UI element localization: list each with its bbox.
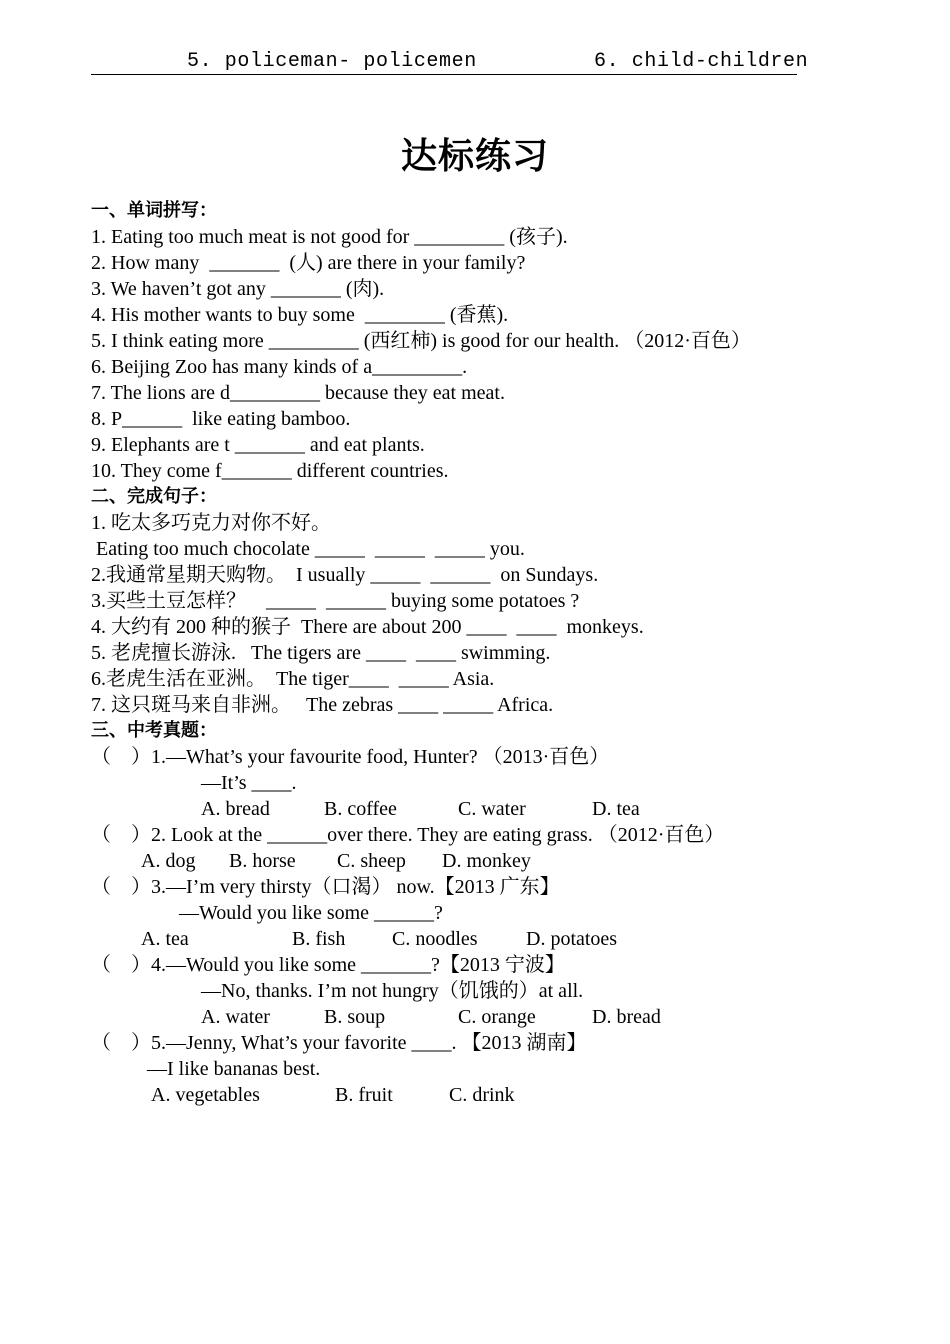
exam-options (91, 848, 931, 874)
spelling-item: 9. Elephants are t _______ and eat plants. (91, 434, 425, 456)
section-heading-exam: 三、中考真题： (91, 720, 217, 741)
option: A. tea (141, 928, 189, 950)
exam-options (91, 926, 931, 952)
spelling-item: 6. Beijing Zoo has many kinds of a_________. (91, 356, 468, 378)
header-item-5: 5. policeman- policemen (187, 50, 477, 73)
option: C. orange (458, 1006, 536, 1028)
header-item-6: 6. child-children (594, 50, 809, 73)
exam-options (91, 1082, 931, 1108)
spelling-item: 1. Eating too much meat is not good for _________ (孩子). (91, 226, 568, 248)
exam-question-stem: （ ）5.—Jenny, What’s your favorite ____. 【2013 湖南】 (91, 1032, 587, 1054)
header-word-list (91, 48, 809, 75)
exam-options (91, 1004, 931, 1030)
sentence-line: 1. 吃太多巧克力对你不好。 (91, 512, 331, 534)
sentence-line: 4. 大约有 200 种的猴子 There are about 200 ____ ____ monkeys. (91, 616, 644, 638)
option: B. fruit (335, 1084, 393, 1106)
option: D. potatoes (526, 928, 618, 950)
option: A. vegetables (151, 1084, 260, 1106)
option: B. soup (324, 1006, 386, 1028)
option: C. noodles (392, 928, 478, 950)
sentence-line: 5. 老虎擅长游泳. The tigers are ____ ____ swimming. (91, 642, 551, 664)
section-heading-sentences: 二、完成句子： (91, 486, 217, 507)
spelling-item: 2. How many _______ (人) are there in your family? (91, 252, 526, 274)
option: A. dog (141, 850, 196, 872)
option: B. fish (292, 928, 346, 950)
exam-question-stem: （ ）3.—I’m very thirsty（口渴） now.【2013 广东】 (91, 876, 560, 898)
sentence-line: 3.买些土豆怎样？ _____ ______ buying some potatoes ? (91, 590, 580, 612)
spelling-item: 8. P______ like eating bamboo. (91, 408, 351, 430)
exam-question-reply: —I like bananas best. (147, 1058, 321, 1080)
option: D. tea (592, 798, 640, 820)
option: C. water (458, 798, 526, 820)
sentence-line: 7. 这只斑马来自非洲。 The zebras ____ _____ Africa. (91, 694, 554, 716)
option: D. bread (592, 1006, 661, 1028)
exercise-content (91, 198, 931, 1108)
exam-question-reply: —It’s ____. (201, 772, 297, 794)
option: B. coffee (324, 798, 397, 820)
section-heading-spelling: 一、单词拼写： (91, 200, 217, 221)
spelling-item: 5. I think eating more _________ (西红柿) is good for our health. （2012·百色） (91, 330, 751, 352)
sentence-line: 2.我通常星期天购物。 I usually _____ ______ on Sundays. (91, 564, 599, 586)
sentence-line: 6.老虎生活在亚洲。 The tiger____ _____ Asia. (91, 668, 495, 690)
exam-question-reply: —No, thanks. I’m not hungry（饥饿的）at all. (201, 980, 584, 1002)
sentence-line: Eating too much chocolate _____ _____ _____ you. (91, 538, 525, 560)
option: C. sheep (337, 850, 406, 872)
exam-question-stem: （ ）4.—Would you like some _______?【2013 宁波】 (91, 954, 565, 976)
spelling-item: 3. We haven’t got any _______ (肉). (91, 278, 385, 300)
option: D. monkey (442, 850, 531, 872)
option: A. bread (201, 798, 270, 820)
page-title: 达标练习 (400, 136, 549, 177)
exam-question-stem: （ ）1.—What’s your favourite food, Hunter? （2013·百色） (91, 746, 610, 768)
option: B. horse (229, 850, 296, 872)
spelling-item: 7. The lions are d_________ because they eat meat. (91, 382, 505, 404)
exam-question-reply: —Would you like some ______? (179, 902, 443, 924)
spelling-item: 10. They come f_______ different countries. (91, 460, 449, 482)
exam-question-stem: （ ）2. Look at the ______over there. They are eating grass. （2012·百色） (91, 824, 725, 846)
spelling-item: 4. His mother wants to buy some ________ (香蕉). (91, 304, 509, 326)
option: C. drink (449, 1084, 515, 1106)
exam-options (91, 796, 931, 822)
option: A. water (201, 1006, 270, 1028)
